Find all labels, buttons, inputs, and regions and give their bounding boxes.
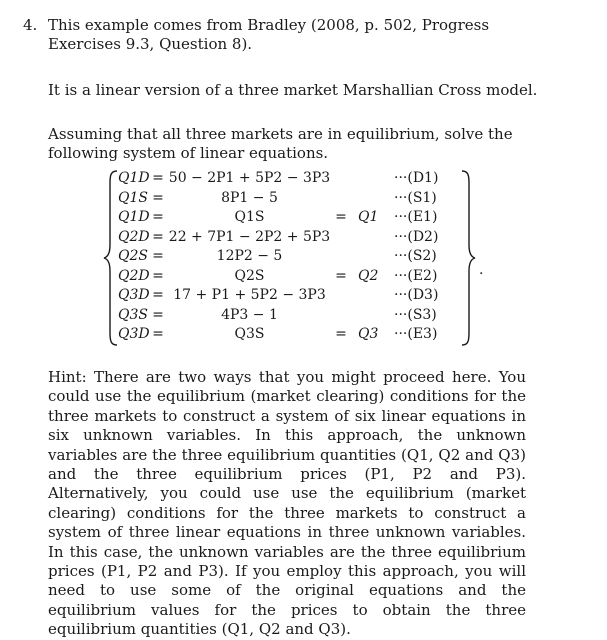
equals-sign-secondary: = (335, 267, 347, 284)
equation-rhs: 50 − 2P1 + 5P2 − 3P3 (168, 170, 331, 186)
equals-sign: = (152, 267, 164, 284)
equation-tag: ···(D1) (394, 170, 439, 186)
hint-paragraph: Hint: There are two ways that you might proceed here. You could use the equilibrium (market clearing) conditions for the three markets to construct a system of six linear equations in six unknown variables. In this approach, the unknown variables are the three equilibrium quantities (Q1, Q2 and Q3) and the three equilibrium prices (P1, P2 and P3). Alternatively, you could use use the equilibrium (market clearing) conditions for the three markets to construct a system of three linear equations in three unknown variables. In this case, the unknown variables are the three equilibrium prices (P1, P2 and P3). If you employ this approach, you will need to use some of the original equations and the equilibrium values for the prices to obtain the three equilibrium quantities (Q1, Q2 and Q3). (48, 368, 526, 639)
equation-tag: ···(E3) (394, 326, 438, 342)
problem-intro: This example comes from Bradley (2008, p. 502, Progress Exercises 9.3, Question 8). (48, 16, 490, 54)
equation-lhs: Q3D (118, 287, 150, 303)
problem-number: 4. (23, 16, 38, 34)
equation-tag: ···(S3) (394, 306, 437, 323)
equation-rhs: 17 + P1 + 5P2 − 3P3 (173, 287, 326, 303)
problem-description: It is a linear version of a three market Marshallian Cross model. (48, 81, 538, 99)
equation-rhs: 8P1 − 5 (221, 189, 278, 206)
equals-sign-secondary: = (335, 209, 347, 225)
equation-rhs: Q3S (234, 326, 265, 342)
equation-lhs: Q1S (118, 189, 148, 206)
equation-system (102, 169, 482, 349)
equation-lhs: Q3S (118, 306, 148, 323)
equation-lhs: Q1D (118, 209, 150, 225)
equals-sign: = (152, 287, 164, 303)
right-brace-icon (459, 169, 477, 347)
equation-tag: ···(S2) (394, 248, 437, 264)
equation-tag: ···(D2) (394, 228, 439, 245)
equation-tag: ···(E1) (394, 209, 438, 225)
equals-sign: = (152, 170, 164, 186)
equals-sign: = (152, 248, 164, 264)
equals-sign: = (152, 209, 164, 225)
equation-rhs: 4P3 − 1 (221, 306, 278, 323)
equation-lhs: Q2S (118, 248, 148, 264)
equation-tag: ···(D3) (394, 287, 439, 303)
equals-sign: = (152, 228, 164, 245)
equation-lhs: Q2D (118, 228, 150, 245)
equation-rhs: Q2S (234, 267, 265, 284)
system-period: . (479, 262, 484, 278)
equilibrium-quantity: Q2 (358, 267, 379, 284)
equation-lhs: Q2D (118, 267, 150, 284)
equals-sign-secondary: = (335, 326, 347, 342)
equals-sign: = (152, 189, 164, 206)
equals-sign: = (152, 306, 164, 323)
equilibrium-quantity: Q3 (358, 326, 379, 342)
equation-tag: ···(E2) (394, 267, 438, 284)
equation-tag: ···(S1) (394, 189, 437, 206)
equation-lhs: Q3D (118, 326, 150, 342)
equation-rhs: Q1S (234, 209, 265, 225)
equation-rhs: 12P2 − 5 (216, 248, 283, 264)
problem-instruction: Assuming that all three markets are in equilibrium, solve the following system of linear equations. (48, 125, 513, 163)
equals-sign: = (152, 326, 164, 342)
equation-rhs: 22 + 7P1 − 2P2 + 5P3 (168, 228, 331, 245)
equation-lhs: Q1D (118, 170, 150, 186)
equilibrium-quantity: Q1 (358, 209, 379, 225)
